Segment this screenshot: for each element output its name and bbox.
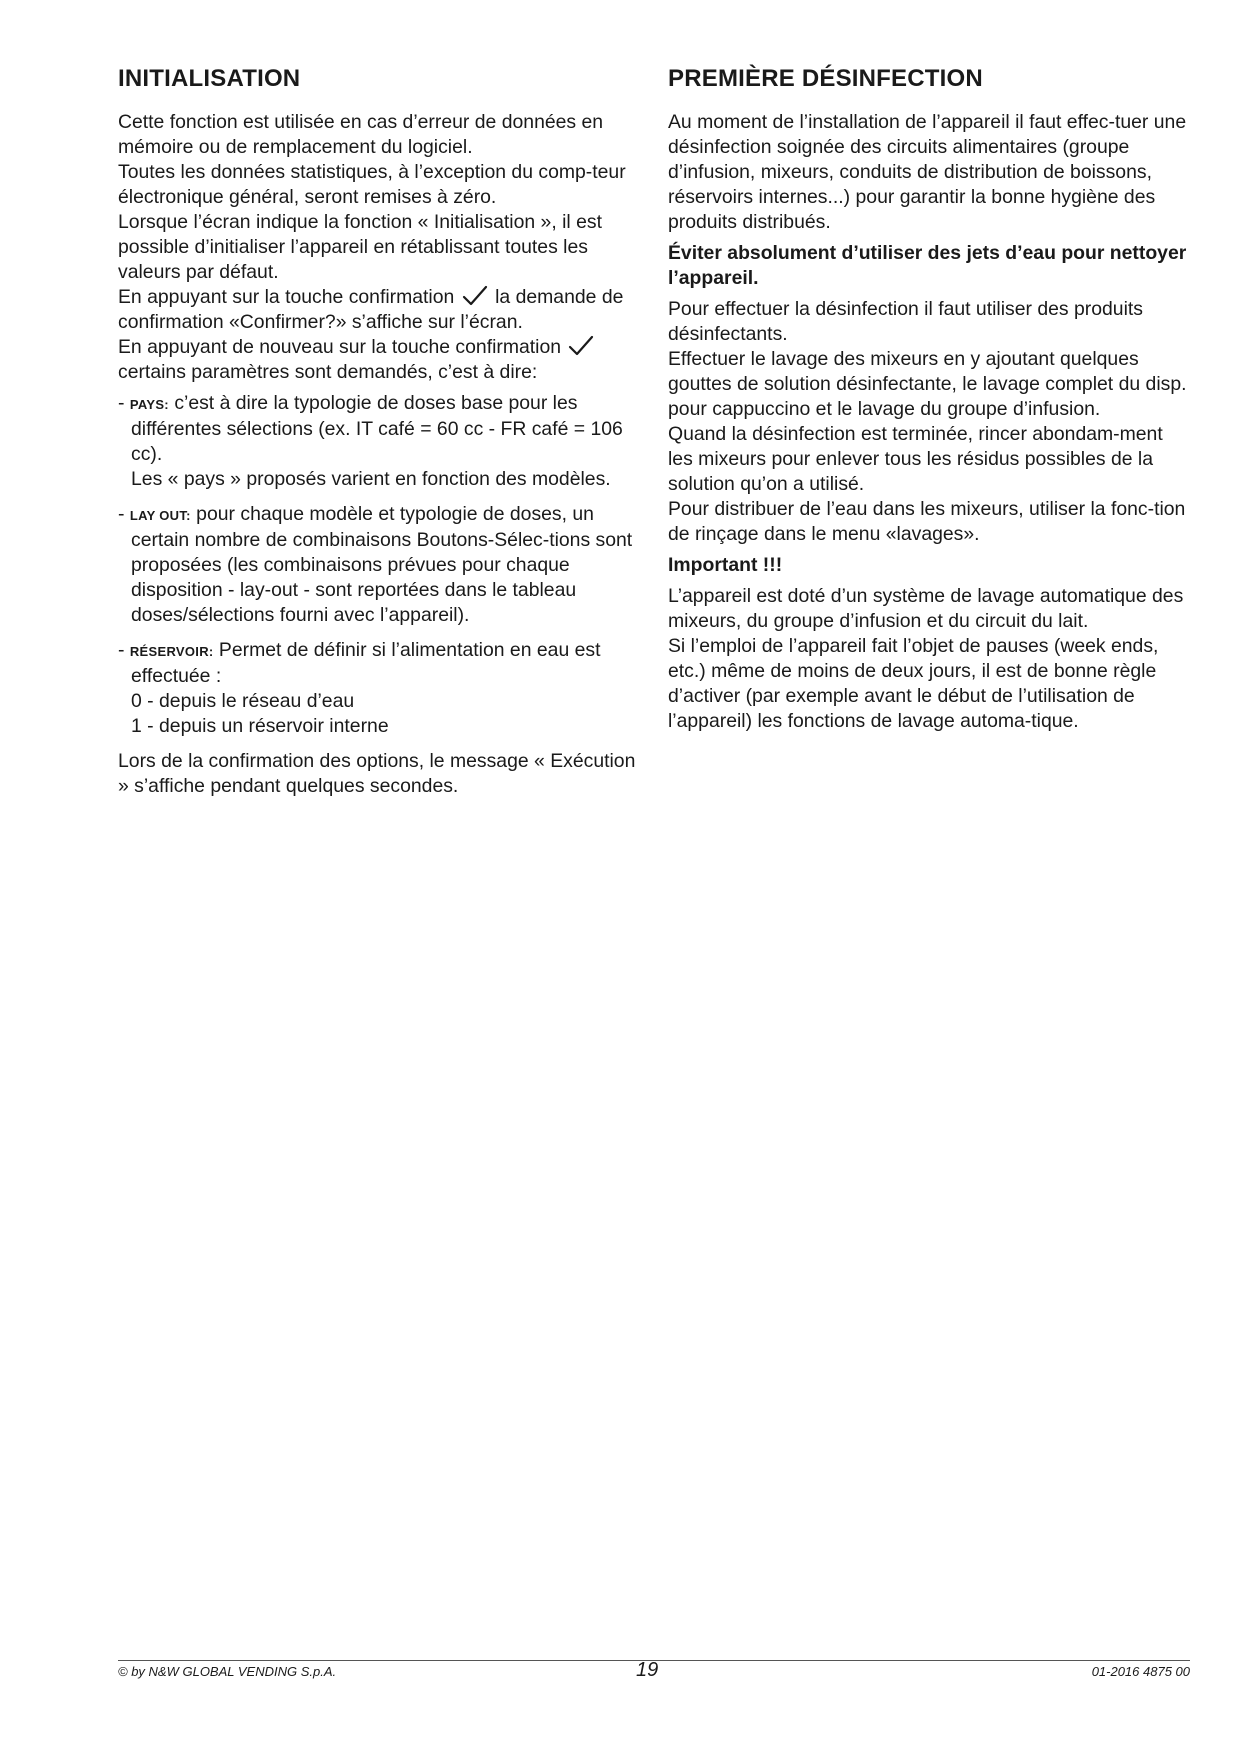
paragraph: Pour effectuer la désinfection il faut utiliser des produits désinfectants. — [668, 298, 1143, 345]
options-list — [118, 391, 640, 739]
option-note: Les « pays » proposés varient en fonction des modèles. — [131, 468, 611, 490]
option-value: 1 - depuis un réservoir interne — [131, 715, 389, 737]
footer-copyright: © by N&W GLOBAL VENDING S.p.A. — [118, 1664, 337, 1679]
text: En appuyant de nouveau sur la touche confirmation — [118, 336, 562, 358]
paragraph: L’appareil est doté d’un système de lavage automatique des mixeurs, du groupe d’infusion et du circuit du lait. — [668, 585, 1184, 632]
text: certains paramètres sont demandés, c’est à dire: — [118, 361, 538, 383]
checkmark-icon — [568, 335, 594, 357]
section-title-desinfection: PREMIÈRE DÉSINFECTION — [668, 65, 983, 92]
option-layout: - LAY OUT: pour chaque modèle et typologie de doses, un certain nombre de combinaisons Boutons-Sélec-tions sont proposées (les combinaisons prévues pour chaque disposition - lay-out - sont reportées dans le tableau doses/sélections fourni avec l’appareil). — [118, 503, 633, 626]
paragraph: Quand la désinfection est terminée, rincer abondam-ment les mixeurs pour enlever tous les résidus possibles de la solution qu’on a utilisé. — [668, 423, 1163, 495]
warning-text: Éviter absolument d’utiliser des jets d’eau pour nettoyer l’appareil. — [668, 242, 1187, 289]
left-column — [118, 62, 640, 805]
section-title-initialisation: INITIALISATION — [118, 65, 301, 92]
option-text: pour chaque modèle et typologie de doses, un certain nombre de combinaisons Boutons-Sélec-tions sont proposées (les combinaisons prévues pour chaque disposition - lay-out - sont reportées dans le tableau doses/sélections fourni avec l’appareil). — [131, 503, 633, 626]
checkmark-icon — [462, 285, 488, 307]
option-label: RÉSERVOIR: — [129, 644, 214, 659]
document-code: 01-2016 4875 00 — [1091, 1664, 1190, 1679]
text: la demande de confirmation «Confirmer?» s’affiche sur l’écran. — [118, 286, 624, 333]
option-pays: - PAYS: c’est à dire la typologie de doses base pour les différentes sélections (ex. IT café = 60 cc - FR café = 106 cc). Les « pays » proposés varient en fonction des modèles. — [118, 391, 640, 492]
paragraph — [118, 285, 640, 335]
right-column — [668, 62, 1190, 734]
text: En appuyant sur la touche confirmation — [118, 286, 455, 308]
paragraph: Cette fonction est utilisée en cas d’erreur de données en mémoire ou de remplacement du logiciel. — [118, 111, 604, 158]
paragraph: Lorsque l’écran indique la fonction « Initialisation », il est possible d’initialiser l’appareil en rétablissant toutes les valeurs par défaut. — [118, 211, 602, 283]
paragraph: Au moment de l’installation de l’appareil il faut effec-tuer une désinfection soignée des circuits alimentaires (groupe d’infusion, mixeurs, conduits de distribution de boissons, réservoirs internes...) pour garantir la bonne hygiène des produits distribués. — [668, 111, 1187, 233]
important-heading: Important !!! — [668, 554, 783, 576]
option-reservoir: - RÉSERVOIR: Permet de définir si l’alimentation en eau est effectuée : 0 - depuis le réseau d’eau 1 - depuis un réservoir interne — [118, 638, 640, 739]
paragraph: Lors de la confirmation des options, le message « Exécution » s’affiche pendant quelques secondes. — [118, 750, 636, 797]
page-number: 19 — [636, 1659, 659, 1681]
paragraph: Effectuer le lavage des mixeurs en y ajoutant quelques gouttes de solution désinfectante, le lavage complet du disp. pour cappuccino et le lavage du groupe d’infusion. — [668, 348, 1187, 420]
option-text: c’est à dire la typologie de doses base pour les différentes sélections (ex. IT café = 60 cc - FR café = 106 cc). — [131, 392, 623, 465]
option-value: 0 - depuis le réseau d’eau — [131, 690, 355, 712]
paragraph — [118, 335, 640, 385]
option-label: LAY OUT: — [129, 508, 191, 523]
option-text: Permet de définir si l’alimentation en eau est effectuée : — [131, 639, 601, 687]
paragraph: Si l’emploi de l’appareil fait l’objet de pauses (week ends, etc.) même de moins de deux jours, il est de bonne règle d’activer (par exemple avant le début de l’utilisation de l’appareil) les fonctions de lavage automa-tique. — [668, 635, 1159, 732]
option-label: PAYS: — [129, 397, 169, 412]
paragraph: Pour distribuer de l’eau dans les mixeurs, utiliser la fonc-tion de rinçage dans le menu «lavages». — [668, 498, 1186, 545]
paragraph: Toutes les données statistiques, à l’exception du comp-teur électronique général, seront remises à zéro. — [118, 161, 626, 208]
